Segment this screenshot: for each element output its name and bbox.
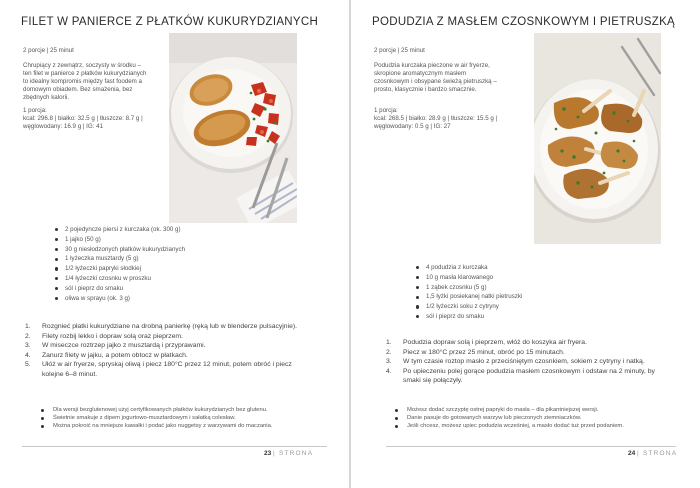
step-number: 4.: [386, 367, 392, 375]
step-item: [386, 367, 671, 386]
ingredient-item: oliwa w sprayu (ok. 3 g): [55, 294, 185, 304]
nutrition-info: kcal: 296.8 | białko: 32.5 g | tłuszcze: 8.7 g | węglowodany: 16.9 g | IG: 41: [23, 115, 143, 130]
ingredient-item: 1,5 łyżki posiekanej natki pietruszki: [416, 292, 522, 302]
ingredient-item: sól i pieprz do smaku: [55, 284, 185, 294]
tips-list: [41, 406, 272, 431]
nutrition-info: kcal: 268.5 | białko: 28.9 g | tłuszcze: 15.5 g | węglowodany: 0.5 g | IG: 27: [374, 115, 498, 130]
ingredient-item: 30 g niesłodzonych płatków kukurydzianych: [55, 245, 185, 255]
page-number: [628, 450, 677, 457]
footer-divider: [22, 446, 327, 447]
page-label: | STRONA: [637, 450, 678, 457]
step-list: [386, 338, 671, 386]
ingredient-item: sól i pieprz do smaku: [416, 312, 522, 322]
right-page: [351, 0, 700, 488]
step-item: [25, 322, 315, 332]
tip-item: Można pokroić na mniejsze kawałki i podać jako nuggetsy z warzywami do maczania.: [41, 422, 272, 430]
step-text: Filety rozbij lekko i dopraw solą oraz pieprzem.: [42, 332, 183, 340]
ingredient-item: 1/4 łyżeczki czosnku w proszku: [55, 274, 185, 284]
portion-label: 1 porcja:: [374, 107, 398, 114]
page-number-value: 23: [264, 450, 272, 457]
tip-item: Jeśli chcesz, możesz upiec podudzia wcześniej, a masło dodać tuż przed podaniem.: [395, 422, 624, 430]
step-number: 1.: [386, 339, 392, 346]
step-text: Rozgnieć płatki kukurydziane na drobną panierkę (ręką lub w blenderze pulsacyjnie).: [42, 323, 298, 330]
step-item: [25, 351, 315, 361]
step-number: 2.: [386, 348, 392, 356]
ingredient-item: 4 podudzia z kurczaka: [416, 263, 522, 273]
recipe-title: FILET W PANIERCE Z PŁATKÓW KUKURYDZIANYCH: [21, 16, 319, 28]
step-item: [386, 348, 671, 358]
step-number: 1.: [25, 323, 31, 330]
step-text: W miseczce roztrzep jajko z musztardą i przyprawami.: [42, 342, 206, 349]
step-number: 4.: [25, 351, 31, 359]
tip-item: Dla wersji bezglutenowej użyj certyfikowanych płatków kukurydzianych bez glutenu.: [41, 406, 272, 414]
page-number: [264, 450, 313, 457]
footer-divider: [386, 446, 676, 447]
breaded-chicken-photo: [169, 33, 297, 223]
ingredient-item: 1 jajko (50 g): [55, 235, 185, 245]
step-item: [386, 357, 671, 367]
tip-item: Świetnie smakuje z dipem jogurtowo-musztardowym i sałatką colesław.: [41, 414, 272, 422]
step-item: [25, 341, 315, 351]
ingredient-list: [416, 263, 522, 322]
page-label: | STRONA: [273, 450, 314, 457]
step-text: Zanurz filety w jajku, a potem obtocz w płatkach.: [42, 351, 188, 359]
step-text: W tym czasie roztop masło z przeciśniętym czosnkiem, sokiem z cytryny i natką.: [403, 358, 645, 365]
step-number: 3.: [25, 342, 31, 349]
recipe-title: PODUDZIA Z MASŁEM CZOSNKOWYM I PIETRUSZKĄ: [372, 16, 676, 28]
step-text: Piecz w 180°C przez 25 minut, obróć po 15 minutach.: [403, 348, 565, 356]
step-text: Ułóż w air fryerze, spryskaj oliwą i piecz 180°C przez 12 minut, potem obróć i piecz kolejne 6–8 minut.: [42, 361, 292, 378]
step-item: [386, 338, 671, 348]
portion-label: 1 porcja:: [23, 107, 47, 114]
step-item: [25, 332, 315, 342]
step-number: 5.: [25, 361, 31, 368]
ingredient-item: 1/2 łyżeczki soku z cytryny: [416, 302, 522, 312]
ingredient-item: 1 ząbek czosnku (5 g): [416, 283, 522, 293]
ingredient-item: 2 pojedyncze piersi z kurczaka (ok. 300 g): [55, 225, 185, 235]
ingredient-item: 10 g masła klarowanego: [416, 273, 522, 283]
step-item: [25, 360, 315, 379]
recipe-description: Chrupiący z zewnątrz, soczysty w środku – ten filet w panierce z płatków kukurydzianych to idealny kompromis między fast foodem a domowym obiadem. Bez smażenia, bez zbędnych kalorii.: [23, 62, 147, 101]
ingredient-item: 1/2 łyżeczki papryki słodkiej: [55, 264, 185, 274]
ingredient-item: 1 łyżeczka musztardy (5 g): [55, 254, 185, 264]
recipe-description: Podudzia kurczaka pieczone w air fryerze, skropione aromatycznym masłem czosnkowym i obsypane świeżą pietruszką – prosto, klasycznie i bardzo smacznie.: [374, 62, 497, 93]
recipe-meta: 2 porcje | 25 minut: [374, 47, 425, 54]
left-page: [0, 0, 349, 488]
step-number: 3.: [386, 358, 392, 365]
page-number-value: 24: [628, 450, 636, 457]
step-number: 2.: [25, 332, 31, 340]
ingredient-list: [55, 225, 185, 303]
chicken-drumsticks-photo: [534, 33, 661, 244]
tip-item: Możesz dodać szczyptę ostrej papryki do masła – dla pikantniejszej wersji.: [395, 406, 624, 414]
step-text: Podudzia dopraw solą i pieprzem, włóż do koszyka air fryera.: [403, 339, 587, 346]
recipe-meta: 2 porcje | 25 minut: [23, 47, 74, 54]
tip-item: Danie pasuje do gotowanych warzyw lub pieczonych ziemniaczków.: [395, 414, 624, 422]
step-list: [25, 322, 315, 379]
step-text: Po upieczeniu polej gorące podudzia masłem czosnkowym i odstaw na 2 minuty, by smaki się połączyły.: [403, 367, 655, 384]
tips-list: [395, 406, 624, 431]
